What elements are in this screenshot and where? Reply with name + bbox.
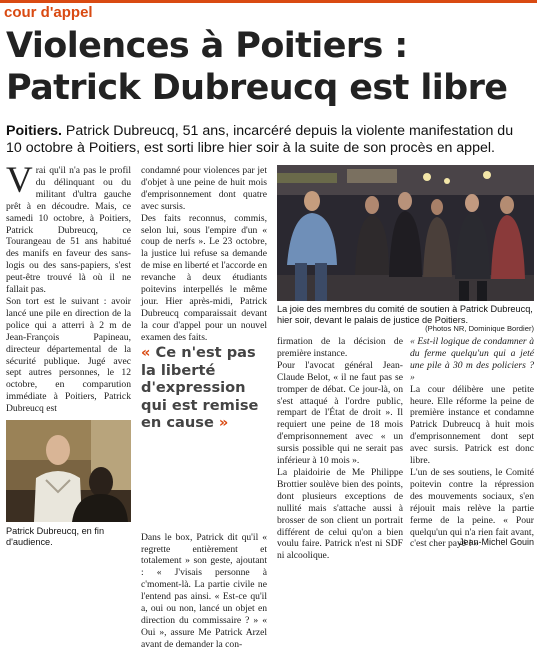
paragraph: Son tort est le suivant : avoir lancé une pile en direction de la police qui a atterri à 2 m de Jean-François Papineau, directeur départemental de la sécurité publique. Jugé avec sept autres personnes, le 12 octobre, en comparution immédiate à Poitiers, Patrick Dubreucq est: [6, 295, 131, 415]
photo-supporters: [277, 165, 534, 301]
paragraph: [6, 160, 131, 296]
standfirst-text: Patrick Dubreucq, 51 ans, incarcéré depuis la violente manifestation du 10 octobre à Poitiers, est sorti libre hier soir à la suite de son procès en appel.: [6, 123, 514, 156]
standfirst-lead: Poitiers.: [6, 123, 62, 139]
paragraph: condamné pour violences par jet d'objet à une peine de huit mois d'emprisonnement dont quatre avec sursis.: [141, 165, 267, 212]
pullquote-close-mark: »: [213, 414, 229, 431]
section-rubric: [0, 0, 537, 22]
section-label: cour d'appel: [4, 4, 93, 21]
photo-credit: (Photos NR, Dominique Bordier): [425, 324, 534, 333]
byline: Jean-Michel Gouin: [458, 537, 534, 547]
pullquote-open-mark: «: [141, 344, 156, 361]
standfirst: [6, 123, 532, 157]
photo-supporters-caption: La joie des membres du comité de soutien à Patrick Dubreucq, hier soir, devant le palais de justice de Poitiers.: [277, 304, 533, 325]
drop-cap: V: [6, 160, 33, 201]
article-column-1: [6, 160, 131, 415]
pullquote-text: Ce n'est pas la liberté d'expression qui est remise en cause: [141, 344, 259, 431]
paragraph: La cour délibère une petite heure. Elle réforme la peine de première instance et condamne Patrick Dubreucq à huit mois d'emprisonnement dont sept avec sursis. Patrick est donc libre.: [410, 383, 534, 467]
paragraph-text: rai qu'il n'a pas le profil du délinquant ou du militant d'ultra gauche prêt à en découdre. Mais, ce samedi 10 octobre, à Poitiers, Patrick Dubreucq, ce Tourangeau de 51 ans habitué des manifs en faveur des sans-logis ou des sans-papiers, s'est peut-être trouvé là où il ne fallait pas.: [6, 165, 131, 296]
article-column-4: [410, 336, 534, 550]
headline: [6, 25, 534, 109]
paragraph: Des faits reconnus, commis, selon lui, sous l'empire d'un « coup de nerfs ». Le 23 octobre, la justice lui refuse sa demande de mise en liberté et l'accorde en revanche à deux étudiants poitevins interpellés le même jour. Hier après-midi, Patrick Dubreucq comparaissait devant la cour d'appel pour un nouvel examen des faits.: [141, 212, 267, 343]
article-column-3: [277, 336, 403, 562]
pullquote: [141, 344, 267, 432]
paragraph: « Est-il logique de condamner à du ferme quelqu'un qui a jeté une pile à 30 m des policiers ? »: [410, 336, 534, 383]
headline-line-1: Violences à Poitiers :: [6, 26, 408, 66]
headline-line-2: Patrick Dubreucq est libre: [6, 68, 508, 108]
photo-defendant-caption: Patrick Dubreucq, en fin d'audience.: [6, 526, 105, 547]
paragraph: Dans le box, Patrick dit qu'il « regrette entièrement et totalement » son geste, ajoutant : « J'visais personne à c'moment-là. La partie civile ne l'entend pas ainsi. « Est-ce qu'il a, oui ou non, lancé un objet en direction du commissaire ? » « Oui », assure Me Patrick Arzel avant de demander la con-: [141, 531, 267, 650]
photo-supporters-image: [277, 165, 534, 301]
photo-defendant-image: [6, 420, 131, 522]
paragraph: L'un de ses soutiens, le Comité poitevin contre la répression des mouvements sociaux, s'en réjouit mais relève la partie ferme de la peine. « Pour quelqu'un qui n'a rien fait avant, c'est cher payé ! »: [410, 466, 534, 550]
paragraph: La plaidoirie de Me Philippe Brottier soulève bien des points, dont plusieurs exceptions de nullité mais s'attache aussi à brosser de son client un portrait différent de celui qu'on a bien voulu faire. Patrick n'est ni SDF ni alcoolique.: [277, 466, 403, 562]
paragraph: Pour l'avocat général Jean-Claude Belot, « il ne faut pas se tromper de débat. Ce jour-là, on s'est attaqué à l'ordre public, rempart de l'État de droit ». Il requiert une peine de 18 mois d'emprisonnement avec « un sursis possible qui ne serait pas inférieur à 10 mois ».: [277, 359, 403, 467]
photo-defendant: [6, 420, 131, 522]
paragraph: firmation de la décision de première instance.: [277, 336, 403, 359]
